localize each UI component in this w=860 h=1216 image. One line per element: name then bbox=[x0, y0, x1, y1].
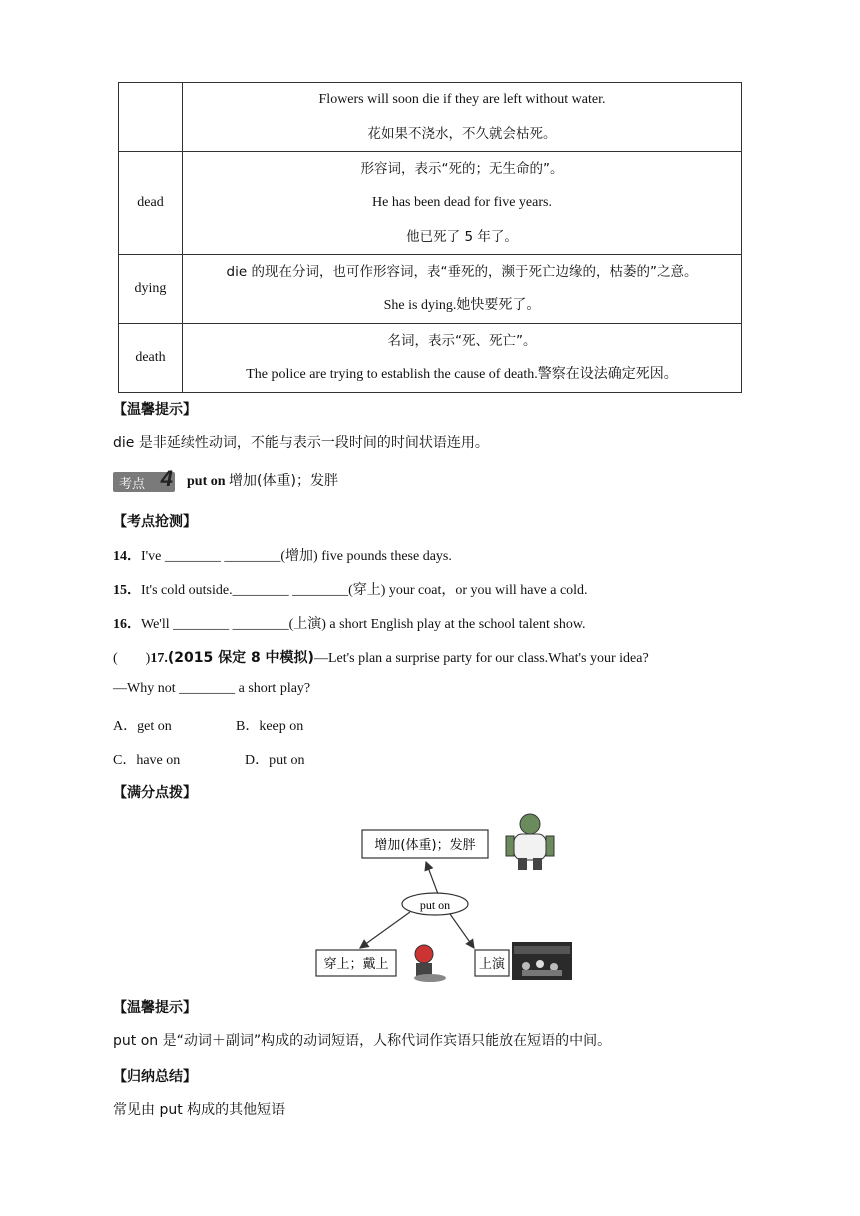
kaodian-line bbox=[113, 465, 338, 492]
example-en: Flowers will soon die if they are left without water. bbox=[318, 92, 606, 107]
example-cn: 花如果不浇水，不久就会枯死。 bbox=[367, 126, 557, 142]
example-en: He has been dead for five years. bbox=[372, 195, 552, 210]
test-heading: 【考点抢测】 bbox=[113, 514, 197, 530]
table-row bbox=[119, 324, 742, 393]
table-row bbox=[119, 83, 742, 152]
option-a: A．get on bbox=[113, 719, 172, 734]
answer-bracket: ( ) bbox=[113, 651, 151, 666]
question-17 bbox=[113, 647, 649, 667]
example-en: The police are trying to establish the cause of death.警察在设法确定死因。 bbox=[246, 367, 678, 382]
question-source: (2015 保定 8 中模拟) bbox=[167, 650, 314, 666]
table-row bbox=[119, 152, 742, 255]
question-text: I've ________ ________(增加) five pounds these days. bbox=[141, 549, 452, 564]
option-d: D．put on bbox=[245, 753, 305, 768]
question-number: 17. bbox=[150, 651, 168, 666]
tip2-heading: 【温馨提示】 bbox=[113, 1000, 197, 1016]
diagram-right-label: 上演 bbox=[478, 957, 506, 972]
man-figure-icon bbox=[506, 814, 554, 870]
question-text: —Let's plan a surprise party for our class.What's your idea? bbox=[313, 651, 649, 666]
kaodian-badge bbox=[113, 465, 175, 492]
definition-cell bbox=[183, 83, 742, 152]
question-16 bbox=[113, 613, 586, 633]
diagram-center-label: put on bbox=[419, 898, 451, 912]
summary-heading: 【归纳总结】 bbox=[113, 1069, 197, 1085]
question-14 bbox=[113, 545, 452, 565]
question-text: We'll ________ ________(上演) a short English play at the school talent show. bbox=[141, 617, 586, 632]
word-cell: dying bbox=[119, 255, 183, 324]
word-cell: death bbox=[119, 324, 183, 393]
stage-image-icon bbox=[512, 942, 572, 980]
word-comparison-table bbox=[118, 82, 742, 393]
table-row bbox=[119, 255, 742, 324]
put-on-diagram bbox=[300, 806, 600, 986]
definition-cell bbox=[183, 152, 742, 255]
example-cn: 他已死了 5 年了。 bbox=[406, 229, 518, 245]
option-c: C．have on bbox=[113, 753, 181, 768]
word-definition: 名词，表示“死、死亡”。 bbox=[387, 333, 537, 349]
tip-text: die 是非延续性动词，不能与表示一段时间的时间状语连用。 bbox=[113, 435, 489, 451]
question-number: 16． bbox=[113, 617, 141, 632]
definition-cell bbox=[183, 324, 742, 393]
question-number: 15． bbox=[113, 583, 141, 598]
tip-heading: 【温馨提示】 bbox=[113, 402, 197, 418]
word-definition: 形容词，表示“死的；无生命的”。 bbox=[360, 161, 564, 177]
kaodian-phrase: put on bbox=[187, 474, 226, 489]
diagram-top-label: 增加(体重)；发胖 bbox=[374, 838, 476, 853]
word-cell: dead bbox=[119, 152, 183, 255]
options-row-2 bbox=[113, 749, 305, 769]
word-definition: die 的现在分词，也可作形容词，表“垂死的，濒于死亡边缘的，枯萎的”之意。 bbox=[226, 264, 698, 280]
question-text: It's cold outside.________ ________(穿上) your coat，or you will have a cold. bbox=[141, 583, 588, 598]
question-15 bbox=[113, 579, 588, 599]
guide-heading: 【满分点拨】 bbox=[113, 785, 197, 801]
diagram-left-label: 穿上；戴上 bbox=[323, 957, 389, 972]
badge-number: 4 bbox=[160, 465, 173, 491]
badge-label: 考点 bbox=[119, 476, 146, 492]
question-17-line2: —Why not ________ a short play? bbox=[113, 681, 311, 696]
word-cell bbox=[119, 83, 183, 152]
summary-text: 常见由 put 构成的其他短语 bbox=[113, 1102, 286, 1118]
example-en: She is dying.她快要死了。 bbox=[383, 298, 541, 313]
question-number: 14． bbox=[113, 549, 141, 564]
girl-figure-icon bbox=[414, 945, 446, 982]
kaodian-meaning: 增加(体重)；发胖 bbox=[229, 473, 338, 489]
option-b: B．keep on bbox=[236, 719, 304, 734]
definition-cell bbox=[183, 255, 742, 324]
options-row-1 bbox=[113, 715, 303, 735]
tip2-text: put on 是“动词＋副词”构成的动词短语，人称代词作宾语只能放在短语的中间。 bbox=[113, 1033, 612, 1049]
